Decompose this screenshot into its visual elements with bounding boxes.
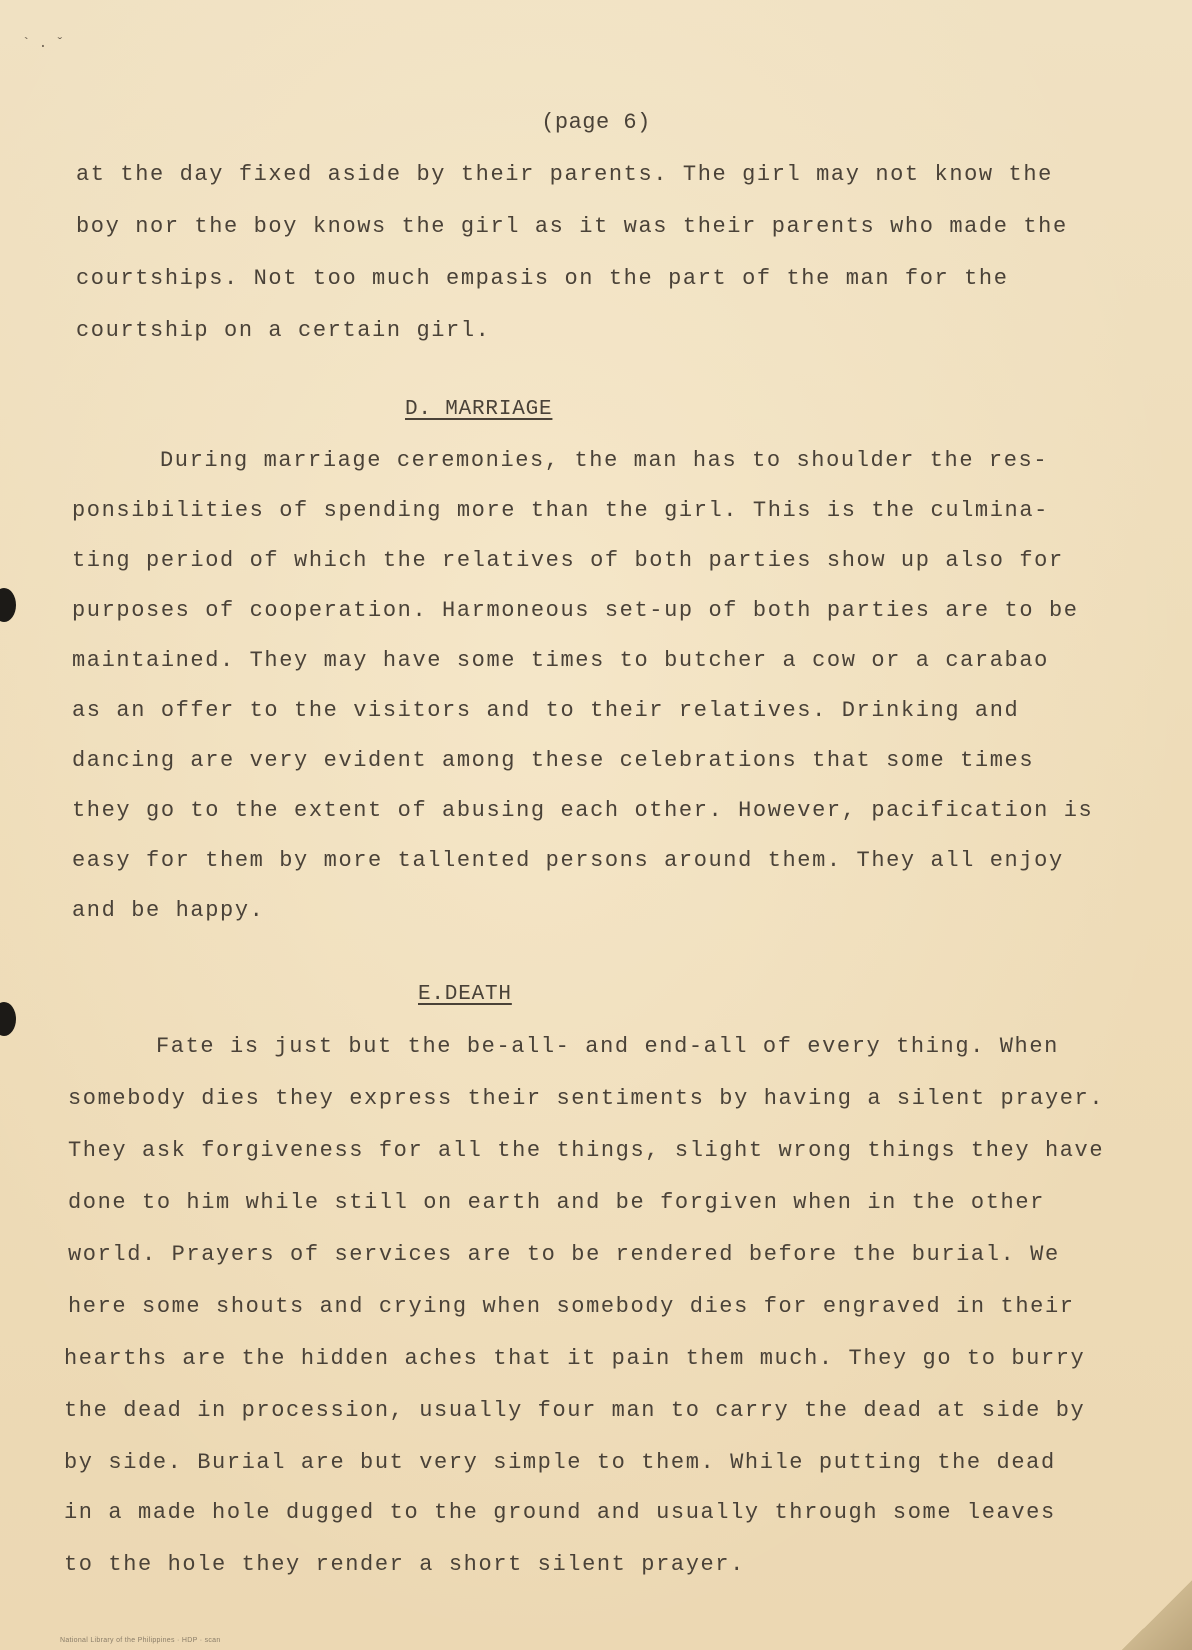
corner-marks: ` . ˇ bbox=[22, 36, 65, 52]
page-corner-fold bbox=[1122, 1580, 1192, 1650]
death-line: somebody dies they express their sentiments by having a silent prayer. bbox=[68, 1086, 1105, 1111]
marriage-line: easy for them by more tallented persons around them. They all enjoy bbox=[72, 848, 1064, 873]
intro-line: at the day fixed aside by their parents. The girl may not know the bbox=[76, 162, 1053, 187]
marriage-line: as an offer to the visitors and to their relatives. Drinking and bbox=[72, 698, 1020, 723]
marriage-line: purposes of cooperation. Harmoneous set-up of both parties are to be bbox=[72, 598, 1079, 623]
death-line: done to him while still on earth and be forgiven when in the other bbox=[68, 1190, 1045, 1215]
intro-line: courtships. Not too much empasis on the part of the man for the bbox=[76, 266, 1009, 291]
death-line: the dead in procession, usually four man to carry the dead at side by bbox=[64, 1398, 1086, 1423]
death-line: to the hole they render a short silent prayer. bbox=[64, 1552, 745, 1577]
marriage-line: ting period of which the relatives of both parties show up also for bbox=[72, 548, 1064, 573]
marriage-line: dancing are very evident among these celebrations that some times bbox=[72, 748, 1035, 773]
marriage-line: ponsibilities of spending more than the girl. This is the culmina- bbox=[72, 498, 1049, 523]
death-line: They ask forgiveness for all the things, slight wrong things they have bbox=[68, 1138, 1105, 1163]
marriage-line: During marriage ceremonies, the man has to shoulder the res- bbox=[160, 448, 1049, 473]
death-line: world. Prayers of services are to be rendered before the burial. We bbox=[68, 1242, 1060, 1267]
death-line: Fate is just but the be-all- and end-all of every thing. When bbox=[156, 1034, 1059, 1059]
intro-line: boy nor the boy knows the girl as it was their parents who made the bbox=[76, 214, 1068, 239]
death-line: hearths are the hidden aches that it pain them much. They go to burry bbox=[64, 1346, 1086, 1371]
marriage-line: they go to the extent of abusing each other. However, pacification is bbox=[72, 798, 1094, 823]
section-heading-marriage: D. MARRIAGE bbox=[405, 398, 553, 421]
death-line: by side. Burial are but very simple to them. While putting the dead bbox=[64, 1450, 1056, 1475]
archive-footer-note: National Library of the Philippines · HDP · scan bbox=[60, 1637, 221, 1644]
intro-line: courtship on a certain girl. bbox=[76, 318, 491, 343]
section-heading-death: E.DEATH bbox=[418, 983, 512, 1006]
punch-hole-top bbox=[0, 588, 16, 622]
marriage-line: maintained. They may have some times to butcher a cow or a carabao bbox=[72, 648, 1049, 673]
page-number: (page 6) bbox=[541, 110, 651, 135]
death-line: in a made hole dugged to the ground and usually through some leaves bbox=[64, 1500, 1056, 1525]
punch-hole-bottom bbox=[0, 1002, 16, 1036]
death-line: here some shouts and crying when somebody dies for engraved in their bbox=[68, 1294, 1075, 1319]
marriage-line: and be happy. bbox=[72, 898, 265, 923]
